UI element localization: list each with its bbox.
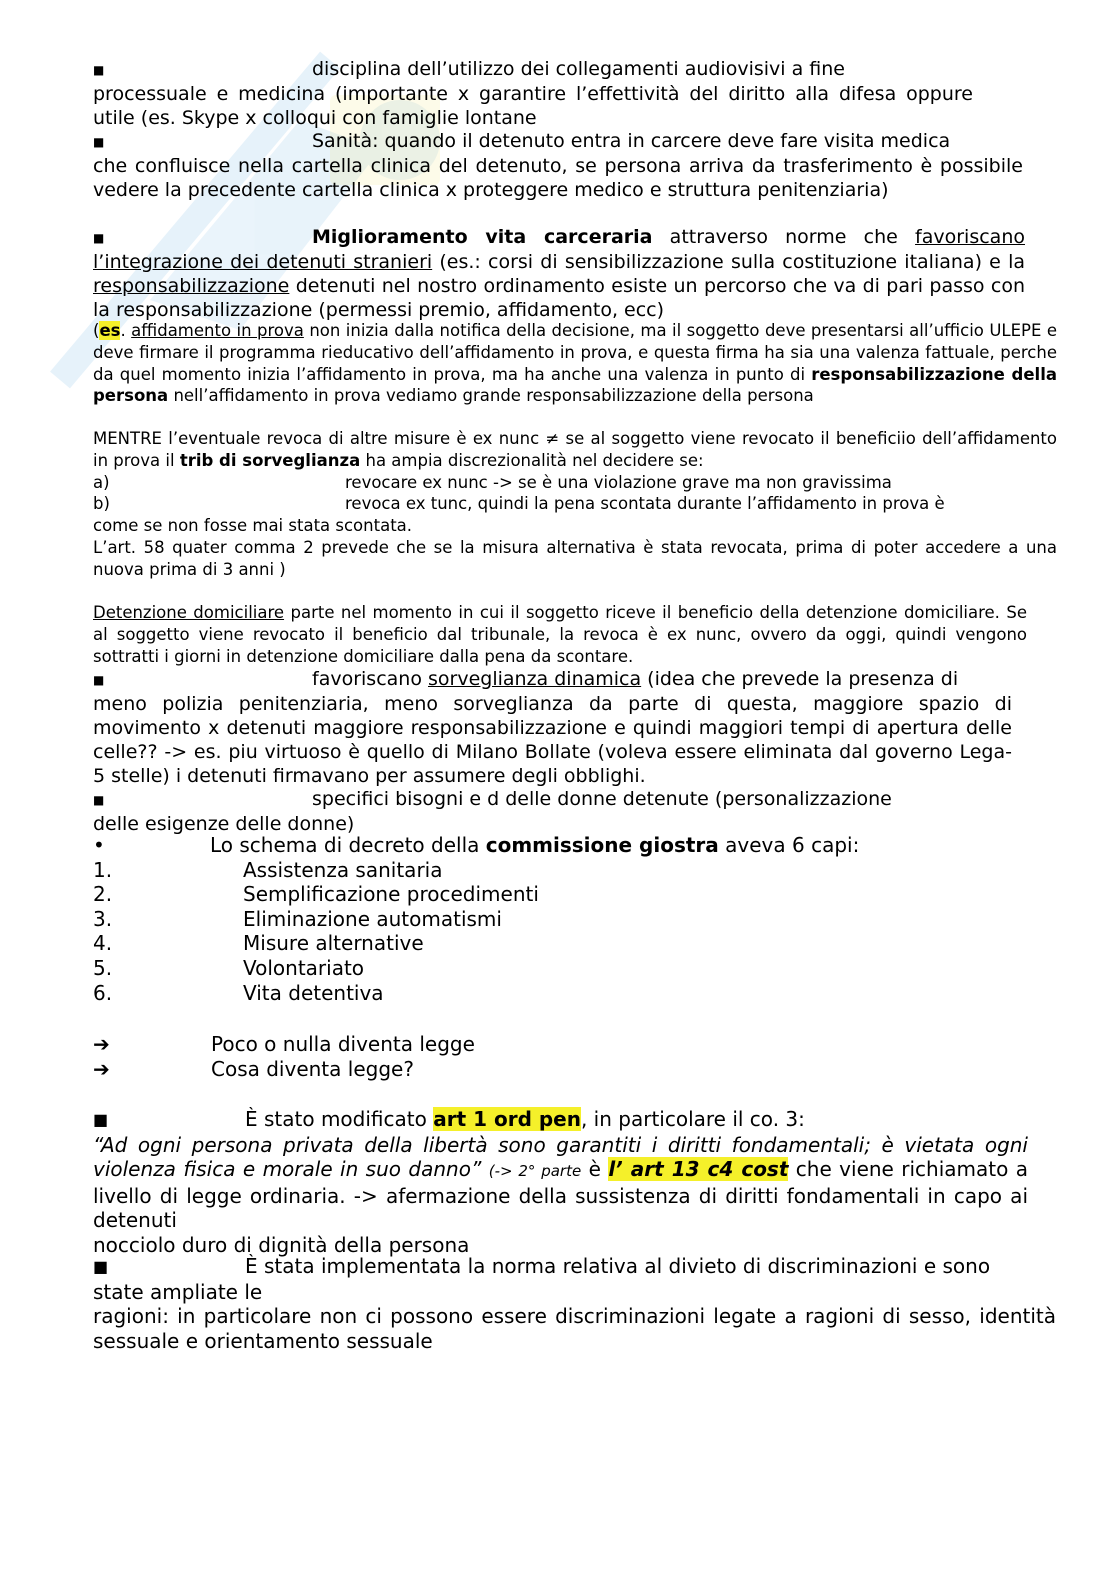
list-item	[93, 882, 1023, 907]
arrow-right-icon: ➔	[93, 1032, 110, 1056]
text: attraverso norme che	[652, 226, 916, 248]
text: parte nel momento in cui il soggetto riceve il beneficio della detenzione domiciliare. Se al soggetto viene revocato il beneficio dal tribunale, la revoca è ex nunc, ovvero da oggi, quindi vengono sottratti i giorni in detenzione domiciliare dalla pena da scontare.	[93, 603, 1027, 666]
square-bullet-icon: ■	[93, 135, 105, 149]
list-number: 6.	[93, 980, 113, 1005]
square-bullet-icon: ■	[93, 1110, 109, 1129]
bullet-first-line	[93, 667, 1012, 692]
bold-text: commissione giostra	[485, 833, 719, 857]
text: Poco o nulla diventa legge	[211, 1032, 475, 1056]
square-bullet-icon: ■	[93, 793, 105, 807]
bullet-paragraph-donne	[93, 787, 993, 836]
text: Lo schema di decreto della	[210, 833, 486, 857]
note-mentre-para	[93, 428, 1057, 581]
list-label: Eliminazione automatismi	[243, 906, 502, 931]
text: .	[120, 321, 132, 340]
option-text: revocare ex nunc -> se è una violazione grave ma non gravissima	[345, 472, 892, 492]
bold-heading: Miglioramento vita carceraria	[312, 226, 653, 248]
option-label: a)	[93, 472, 110, 492]
highlight-art1: art 1 ord pen	[433, 1107, 581, 1131]
bullet-paragraph-miglioramento	[93, 225, 1025, 322]
impl-first-line	[93, 1254, 1056, 1280]
text: favoriscano	[312, 668, 428, 690]
text: È stata implementata la norma relativa al divieto di discriminazioni e sono	[245, 1254, 991, 1278]
text: specifici bisogni e d delle donne detenute (personalizzazione	[312, 788, 892, 810]
arrow-list	[93, 1032, 1023, 1081]
list-label: Volontariato	[243, 955, 365, 980]
small-note: (-> 2° parte	[488, 1162, 582, 1181]
bullet-continuation: delle esigenze delle donne)	[93, 813, 355, 835]
square-bullet-icon: ■	[93, 1257, 109, 1276]
text: state ampliate le	[93, 1279, 263, 1304]
schema-intro	[93, 833, 1023, 858]
bold-text: responsabilizzazione della persona	[93, 364, 1057, 406]
option-text: revoca ex tunc, quindi la pena scontata durante l’affidamento in prova è	[345, 494, 945, 514]
option-label: b)	[93, 494, 110, 514]
list-number: 4.	[93, 931, 113, 956]
bullet-continuation: che confluisce nella cartella clinica del detenuto, se persona arriva da trasferimento è possibile vedere la precedente cartella clinica x proteggere medico e struttura penitenziaria)	[93, 155, 1023, 201]
list-item	[93, 907, 1023, 932]
bullet-continuation: processuale e medicina (importante x garantire l’effettività del diritto alla difesa oppure utile (es. Skype x colloqui con famiglie lontane	[93, 83, 973, 129]
square-bullet-icon: ■	[93, 673, 105, 687]
list-number: 3.	[93, 906, 113, 931]
bullet-paragraph-sanita	[93, 129, 1023, 202]
implementata-paragraph	[93, 1254, 1056, 1353]
text: ragioni: in particolare non ci possono essere discriminazioni legate a ragioni di sesso, identità sessuale e orientamento sessuale	[93, 1304, 1056, 1353]
text: ha ampia discrezionalità nel decidere se:	[360, 450, 704, 470]
text: è	[581, 1157, 609, 1182]
bullet-paragraph-sorveglianza	[93, 667, 1012, 788]
dot-bullet-icon: •	[93, 833, 105, 857]
arrow-item	[93, 1032, 1023, 1057]
highlight-es: es	[99, 321, 121, 340]
art1-first-line	[93, 1107, 1028, 1133]
text: (es.: corsi di sensibilizzazione sulla costituzione italiana) e la	[432, 251, 1026, 273]
option-text: come se non fosse mai stata scontata.	[93, 516, 413, 536]
bullet-paragraph-collegamenti	[93, 57, 973, 130]
underlined-text: Detenzione domiciliare	[93, 603, 285, 622]
detenzione-domiciliare-para	[93, 602, 1027, 667]
option-a	[93, 472, 1057, 494]
bullet-first-line	[93, 57, 973, 82]
option-b	[93, 493, 1057, 515]
arrow-item	[93, 1057, 1023, 1082]
bullet-first-line	[93, 129, 1023, 154]
note-art58: L’art. 58 quater comma 2 prevede che se la misura alternativa è stata revocata, prima di poter accedere a una nuova prima di 3 anni )	[93, 537, 1057, 579]
bullet-text: disciplina dell’utilizzo dei collegamenti audiovisivi a fine	[312, 58, 845, 80]
list-label: Assistenza sanitaria	[243, 857, 443, 882]
list-number: 2.	[93, 882, 113, 907]
list-number: 1.	[93, 857, 113, 882]
bullet-text: Sanità: quando il detenuto entra in carcere deve fare visita medica	[312, 130, 951, 152]
text: nell’affidamento in prova vediamo grande responsabilizzazione della persona	[173, 386, 814, 406]
list-label: Misure alternative	[243, 931, 424, 956]
list-label: Semplificazione procedimenti	[243, 882, 539, 907]
text: È stato modificato	[245, 1107, 434, 1131]
list-item	[93, 931, 1023, 956]
text: , in particolare il co. 3:	[580, 1107, 805, 1131]
schema-decreto	[93, 833, 1023, 1005]
list-item	[93, 981, 1023, 1006]
text: MENTRE l’eventuale revoca di altre misure è ex nunc ≠ se al soggetto viene revocato il beneficiio dell’affidamento in prova il	[93, 429, 1057, 470]
underlined-text: affidamento in prova	[131, 321, 304, 340]
text: detenuti nel nostro ordinamento esiste un percorso che va di pari passo con la responsabilizzazione (permessi premio, affidamento, ecc)	[93, 275, 1025, 321]
text: non inizia dalla notifica della decisione, ma il soggetto deve presentarsi all’ufficio ULEPE e deve firmare il programma rieducativo dell’affidamento in prova, e questa firma ha sia una valenza fattuale, perche da quel momento inizia l’affidamento in prova, ma ha anche una valenza in punto di	[93, 321, 1057, 384]
square-bullet-icon: ■	[93, 231, 105, 245]
list-label: Vita detentiva	[243, 980, 384, 1005]
underlined-text: sorveglianza dinamica	[428, 668, 642, 690]
text: Cosa diventa legge?	[211, 1056, 414, 1081]
list-item	[93, 858, 1023, 883]
list-number: 5.	[93, 955, 113, 980]
quote-text: “Ad ogni persona privata della libertà sono garantiti i diritti fondamentali; è vietata ogni violenza fisica e morale in suo danno”	[93, 1132, 1028, 1182]
bold-text: trib di sorveglianza	[179, 450, 361, 470]
bullet-first-line	[93, 787, 993, 812]
art1-paragraph	[93, 1107, 1028, 1258]
art1-body	[93, 1133, 1028, 1233]
list-item	[93, 956, 1023, 981]
text: (	[93, 321, 100, 340]
text: (idea che prevede la presenza di	[641, 668, 959, 690]
highlight-art13: l’ art 13 c4 cost	[608, 1157, 789, 1182]
note-affidamento	[93, 320, 1057, 407]
underlined-text: favoriscano l’integrazione dei detenuti stranieri	[93, 226, 1025, 273]
text: che viene richiamato a livello di legge ordinaria. -> afermazione della sussistenza di diritti fondamentali in capo ai detenuti	[93, 1157, 1029, 1233]
text: nocciolo duro di dignità della persona	[93, 1232, 470, 1257]
arrow-right-icon: ➔	[93, 1056, 110, 1081]
bullet-continuation: meno polizia penitenziaria, meno sorveglianza da parte di questa, maggiore spazio di movimento x detenuti maggiore responsabilizzazione e quindi maggiori tempi di apertura delle celle?? -> es. piu virtuoso è quello di Milano Bollate (voleva essere eliminata dal governo Lega- 5 stelle) i detenuti firmavano per assumere degli obblighi.	[93, 693, 1012, 787]
square-bullet-icon: ■	[93, 63, 105, 77]
underlined-text: responsabilizzazione	[93, 275, 290, 297]
text: aveva 6 capi:	[718, 833, 860, 857]
